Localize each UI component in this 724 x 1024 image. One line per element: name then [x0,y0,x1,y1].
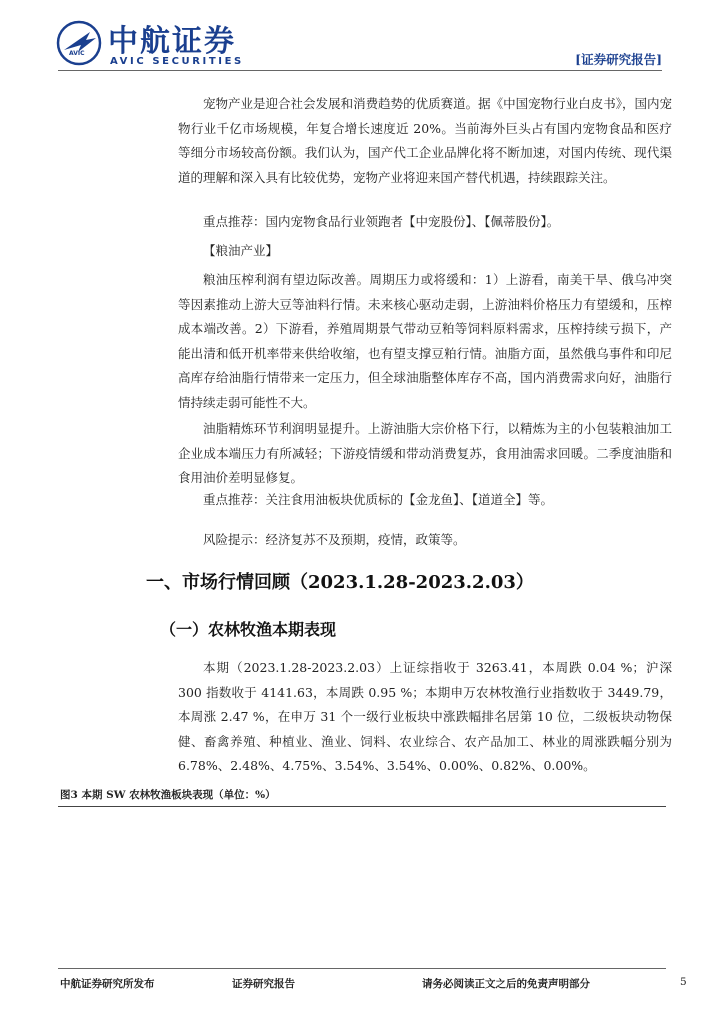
grain-paragraph-1: 粮油压榨利润有望边际改善。周期压力或将缓和：1）上游看，南美干旱、俄乌冲突等因素推动上游大豆等油料行情。未来核心驱动走弱，上游油料价格压力有望缓和，压榨成本端改善。2）下游看，养殖周期景气带动豆粕等饲料原料需求，压榨持续亏损下，产能出清和低开机率带来供给收缩，也有望支撑豆粕行情。油脂方面，虽然俄乌事件和印尼高库存给油脂行情带来一定压力，但全球油脂整体库存不高，国内消费需求向好，油脂行情持续走弱可能性不大。 [178,272,672,410]
logo-text-en: AVIC SECURITIES [110,56,244,67]
market-review-paragraph: 本期（2023.1.28-2023.2.03）上证综指收于 3263.41，本周跌 0.04 %；沪深 300 指数收于 4141.63，本周跌 0.95 %；本期申万农林牧渔行业指数收于 3449.79，本周涨 2.47 %，在申万 31 个一级行业板块中涨跌幅排名居第 10 位，二级板块动物保健、畜禽养殖、种植业、渔业、饲料、农业综合、农产品加工、林业的周涨跌幅分别为 6.78%、2.48%、4.75%、3.54%、3.54%、0.00%、0.82%、0.00%。 [178,660,672,773]
footer-disclaimer: 请务必阅读正文之后的免责声明部分 [422,978,590,990]
footer-report-label: 证券研究报告 [232,978,295,990]
footer-publisher: 中航证券研究所发布 [60,978,155,990]
section-heading: 一、市场行情回顾（2023.1.28-2023.2.03） [146,572,534,593]
svg-text:AVIC: AVIC [69,50,85,57]
figure-caption: 图3 本期 SW 农林牧渔板块表现（单位：%） [60,789,276,801]
page-number: 5 [680,976,687,988]
pet-industry-paragraph: 宠物产业是迎合社会发展和消费趋势的优质赛道。据《中国宠物行业白皮书》，国内宠物行业千亿市场规模，年复合增长速度近 20%。当前海外巨头占有国内宠物食品和医疗等细分市场较高份额。我们认为，国产代工企业品牌化将不断加速，对国内传统、现代渠道的理解和深入具有比较优势，宠物产业将迎来国产替代机遇，持续跟踪关注。 [178,96,672,185]
report-type-label: [证券研究报告] [575,52,662,67]
avic-logo-icon [56,20,102,66]
figure-divider [58,806,666,807]
subsection-heading: （一）农林牧渔本期表现 [160,620,337,639]
grain-paragraph-2: 油脂精炼环节利润明显提升。上游油脂大宗价格下行，以精炼为主的小包装粮油加工企业成本端压力有所减轻；下游疫情缓和带动消费复苏，食用油需求回暖。二季度油脂和食用油价差明显修复。 [178,421,672,485]
header-divider [58,70,662,71]
risk-warning: 风险提示：经济复苏不及预期，疫情，政策等。 [203,532,466,547]
grain-recommendation: 重点推荐：关注食用油板块优质标的【金龙鱼】、【道道全】等。 [203,492,554,507]
logo-text-cn: 中航证券 [108,24,236,59]
pet-recommendation: 重点推荐：国内宠物食品行业领跑者【中宠股份】、【佩蒂股份】。 [203,214,560,229]
footer-divider [58,968,666,969]
grain-section-title: 【粮油产业】 [203,243,279,258]
page-header [0,0,724,80]
